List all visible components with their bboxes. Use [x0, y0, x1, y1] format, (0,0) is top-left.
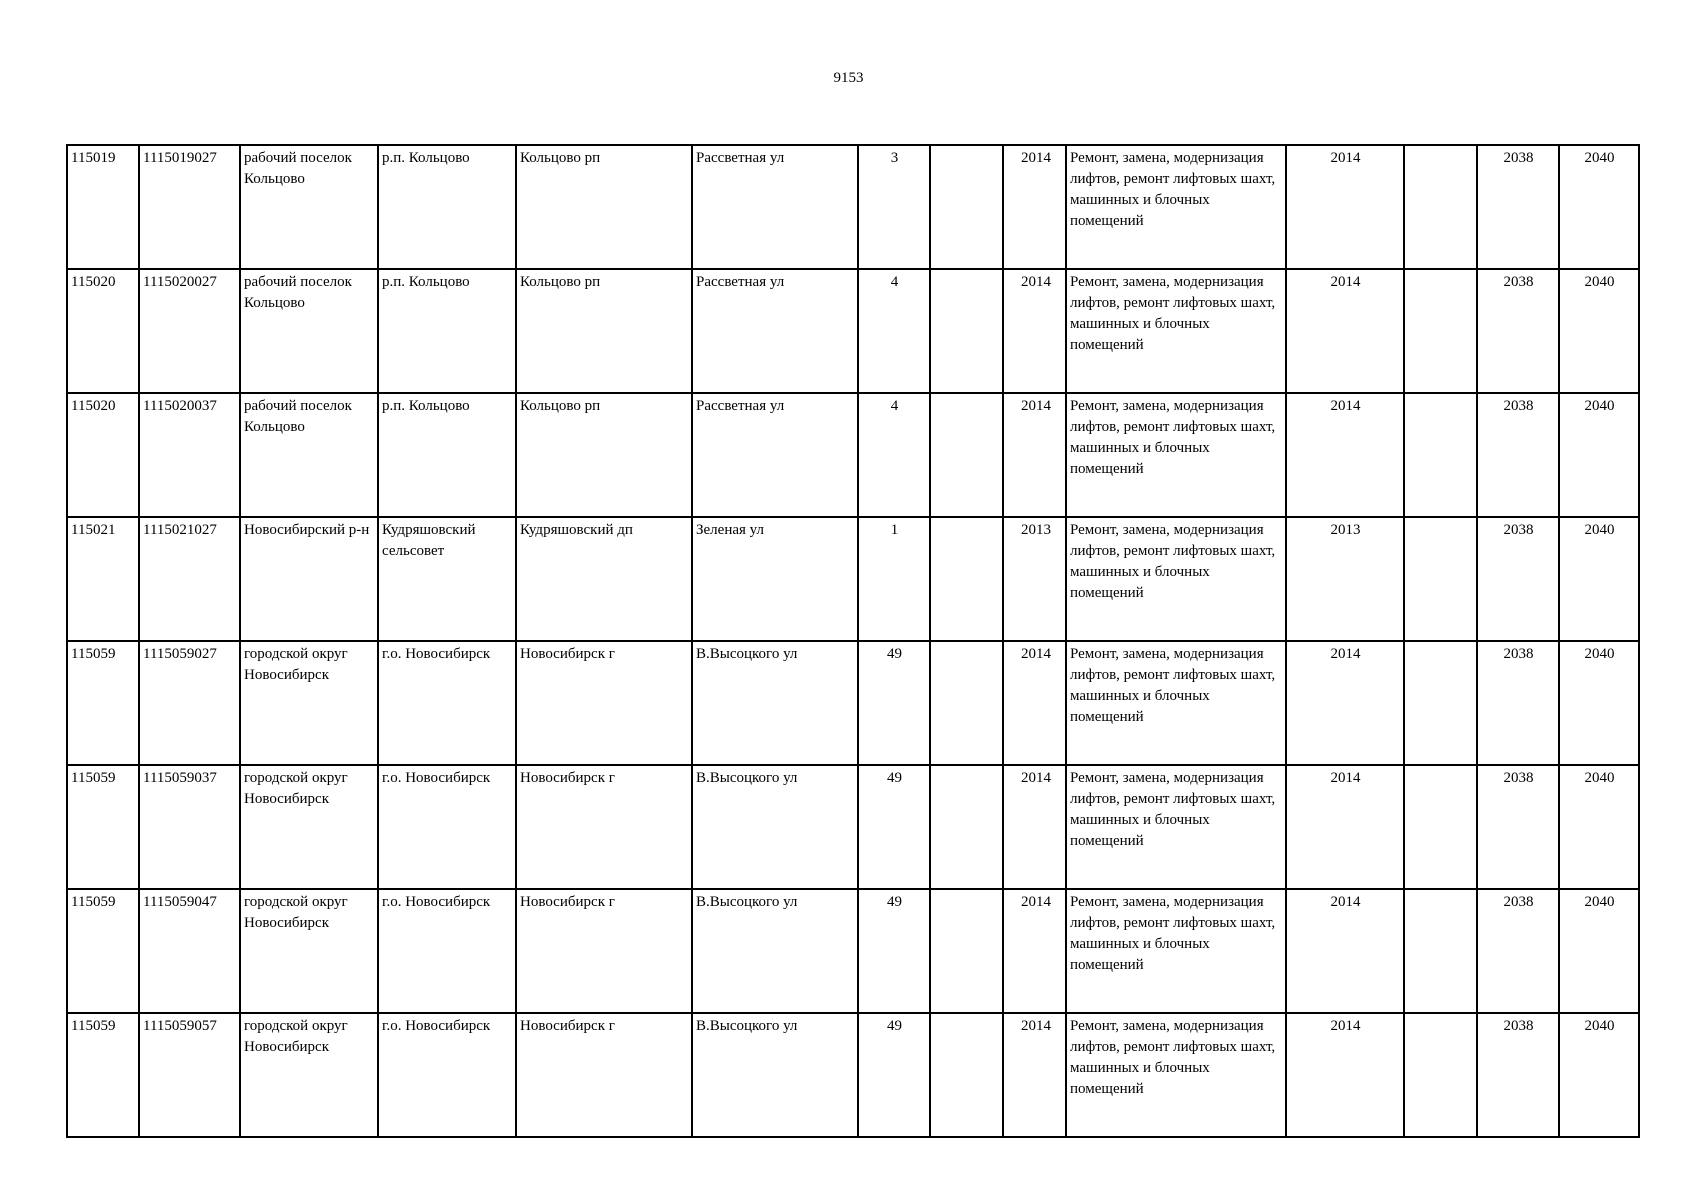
planned-end-year-cell: 2040 [1559, 765, 1639, 889]
table-row [67, 765, 1639, 889]
last-repair-year-cell: 2014 [1286, 641, 1404, 765]
settlement-cell: г.о. Новосибирск [378, 889, 516, 1013]
work-type-cell: Ремонт, замена, модернизация лифтов, ремонт лифтовых шахт, машинных и блочных помещений [1066, 641, 1286, 765]
planned-start-year-cell: 2038 [1477, 1013, 1559, 1137]
locality-cell: Кудряшовский дп [516, 517, 692, 641]
building-cell [930, 145, 1003, 269]
house-number-cell: 3 [858, 145, 930, 269]
building-cell [930, 269, 1003, 393]
last-repair-year-cell: 2014 [1286, 1013, 1404, 1137]
work-type-cell: Ремонт, замена, модернизация лифтов, ремонт лифтовых шахт, машинных и блочных помещений [1066, 269, 1286, 393]
planned-end-year-cell: 2040 [1559, 517, 1639, 641]
empty-cell [1404, 641, 1477, 765]
last-repair-year-cell: 2013 [1286, 517, 1404, 641]
street-cell: Рассветная ул [692, 269, 858, 393]
municipal-district-cell: рабочий поселок Кольцово [240, 393, 378, 517]
planned-end-year-cell: 2040 [1559, 145, 1639, 269]
house-number-cell: 4 [858, 393, 930, 517]
street-cell: В.Высоцкого ул [692, 889, 858, 1013]
planned-start-year-cell: 2038 [1477, 145, 1559, 269]
table-row [67, 1013, 1639, 1137]
commissioning-year-cell: 2014 [1003, 145, 1066, 269]
planned-end-year-cell: 2040 [1559, 393, 1639, 517]
street-cell: В.Высоцкого ул [692, 1013, 858, 1137]
empty-cell [1404, 1013, 1477, 1137]
registry-body [67, 145, 1639, 1137]
building-cell [930, 1013, 1003, 1137]
planned-start-year-cell: 2038 [1477, 641, 1559, 765]
municipal-district-cell: городской округ Новосибирск [240, 1013, 378, 1137]
object-code-cell: 115059 [67, 641, 139, 765]
settlement-cell: р.п. Кольцово [378, 145, 516, 269]
street-cell: Рассветная ул [692, 393, 858, 517]
municipal-district-cell: городской округ Новосибирск [240, 889, 378, 1013]
commissioning-year-cell: 2014 [1003, 1013, 1066, 1137]
municipal-district-cell: городской округ Новосибирск [240, 641, 378, 765]
work-type-cell: Ремонт, замена, модернизация лифтов, ремонт лифтовых шахт, машинных и блочных помещений [1066, 765, 1286, 889]
table-row [67, 145, 1639, 269]
element-code-cell: 1115059027 [139, 641, 240, 765]
planned-start-year-cell: 2038 [1477, 889, 1559, 1013]
settlement-cell: г.о. Новосибирск [378, 1013, 516, 1137]
commissioning-year-cell: 2014 [1003, 393, 1066, 517]
municipal-district-cell: рабочий поселок Кольцово [240, 145, 378, 269]
object-code-cell: 115059 [67, 765, 139, 889]
house-number-cell: 49 [858, 641, 930, 765]
building-cell [930, 765, 1003, 889]
house-number-cell: 49 [858, 889, 930, 1013]
house-number-cell: 1 [858, 517, 930, 641]
work-type-cell: Ремонт, замена, модернизация лифтов, ремонт лифтовых шахт, машинных и блочных помещений [1066, 889, 1286, 1013]
last-repair-year-cell: 2014 [1286, 889, 1404, 1013]
settlement-cell: р.п. Кольцово [378, 393, 516, 517]
empty-cell [1404, 393, 1477, 517]
table-row [67, 269, 1639, 393]
locality-cell: Кольцово рп [516, 269, 692, 393]
object-code-cell: 115020 [67, 393, 139, 517]
settlement-cell: р.п. Кольцово [378, 269, 516, 393]
locality-cell: Кольцово рп [516, 145, 692, 269]
settlement-cell: Кудряшовский сельсовет [378, 517, 516, 641]
street-cell: Рассветная ул [692, 145, 858, 269]
commissioning-year-cell: 2014 [1003, 641, 1066, 765]
last-repair-year-cell: 2014 [1286, 145, 1404, 269]
street-cell: Зеленая ул [692, 517, 858, 641]
last-repair-year-cell: 2014 [1286, 393, 1404, 517]
building-cell [930, 889, 1003, 1013]
work-type-cell: Ремонт, замена, модернизация лифтов, ремонт лифтовых шахт, машинных и блочных помещений [1066, 1013, 1286, 1137]
empty-cell [1404, 765, 1477, 889]
element-code-cell: 1115059037 [139, 765, 240, 889]
object-code-cell: 115059 [67, 889, 139, 1013]
commissioning-year-cell: 2014 [1003, 269, 1066, 393]
locality-cell: Новосибирск г [516, 889, 692, 1013]
work-type-cell: Ремонт, замена, модернизация лифтов, ремонт лифтовых шахт, машинных и блочных помещений [1066, 393, 1286, 517]
object-code-cell: 115020 [67, 269, 139, 393]
empty-cell [1404, 889, 1477, 1013]
locality-cell: Новосибирск г [516, 1013, 692, 1137]
object-code-cell: 115021 [67, 517, 139, 641]
municipal-district-cell: городской округ Новосибирск [240, 765, 378, 889]
element-code-cell: 1115059047 [139, 889, 240, 1013]
element-code-cell: 1115059057 [139, 1013, 240, 1137]
last-repair-year-cell: 2014 [1286, 269, 1404, 393]
municipal-district-cell: Новосибирский р-н [240, 517, 378, 641]
planned-start-year-cell: 2038 [1477, 517, 1559, 641]
planned-start-year-cell: 2038 [1477, 393, 1559, 517]
building-cell [930, 517, 1003, 641]
empty-cell [1404, 269, 1477, 393]
element-code-cell: 1115019027 [139, 145, 240, 269]
page-number: 9153 [833, 70, 864, 86]
element-code-cell: 1115021027 [139, 517, 240, 641]
commissioning-year-cell: 2013 [1003, 517, 1066, 641]
house-number-cell: 4 [858, 269, 930, 393]
street-cell: В.Высоцкого ул [692, 641, 858, 765]
planned-start-year-cell: 2038 [1477, 269, 1559, 393]
building-cell [930, 641, 1003, 765]
table-row [67, 889, 1639, 1013]
object-code-cell: 115019 [67, 145, 139, 269]
locality-cell: Новосибирск г [516, 641, 692, 765]
element-code-cell: 1115020027 [139, 269, 240, 393]
work-type-cell: Ремонт, замена, модернизация лифтов, ремонт лифтовых шахт, машинных и блочных помещений [1066, 145, 1286, 269]
planned-end-year-cell: 2040 [1559, 269, 1639, 393]
element-code-cell: 1115020037 [139, 393, 240, 517]
locality-cell: Кольцово рп [516, 393, 692, 517]
table-row [67, 517, 1639, 641]
table-row [67, 641, 1639, 765]
commissioning-year-cell: 2014 [1003, 889, 1066, 1013]
work-type-cell: Ремонт, замена, модернизация лифтов, ремонт лифтовых шахт, машинных и блочных помещений [1066, 517, 1286, 641]
planned-start-year-cell: 2038 [1477, 765, 1559, 889]
registry-table [66, 144, 1640, 1138]
settlement-cell: г.о. Новосибирск [378, 765, 516, 889]
house-number-cell: 49 [858, 765, 930, 889]
object-code-cell: 115059 [67, 1013, 139, 1137]
street-cell: В.Высоцкого ул [692, 765, 858, 889]
empty-cell [1404, 145, 1477, 269]
table-row [67, 393, 1639, 517]
planned-end-year-cell: 2040 [1559, 1013, 1639, 1137]
last-repair-year-cell: 2014 [1286, 765, 1404, 889]
municipal-district-cell: рабочий поселок Кольцово [240, 269, 378, 393]
empty-cell [1404, 517, 1477, 641]
commissioning-year-cell: 2014 [1003, 765, 1066, 889]
house-number-cell: 49 [858, 1013, 930, 1137]
planned-end-year-cell: 2040 [1559, 641, 1639, 765]
locality-cell: Новосибирск г [516, 765, 692, 889]
planned-end-year-cell: 2040 [1559, 889, 1639, 1013]
building-cell [930, 393, 1003, 517]
settlement-cell: г.о. Новосибирск [378, 641, 516, 765]
